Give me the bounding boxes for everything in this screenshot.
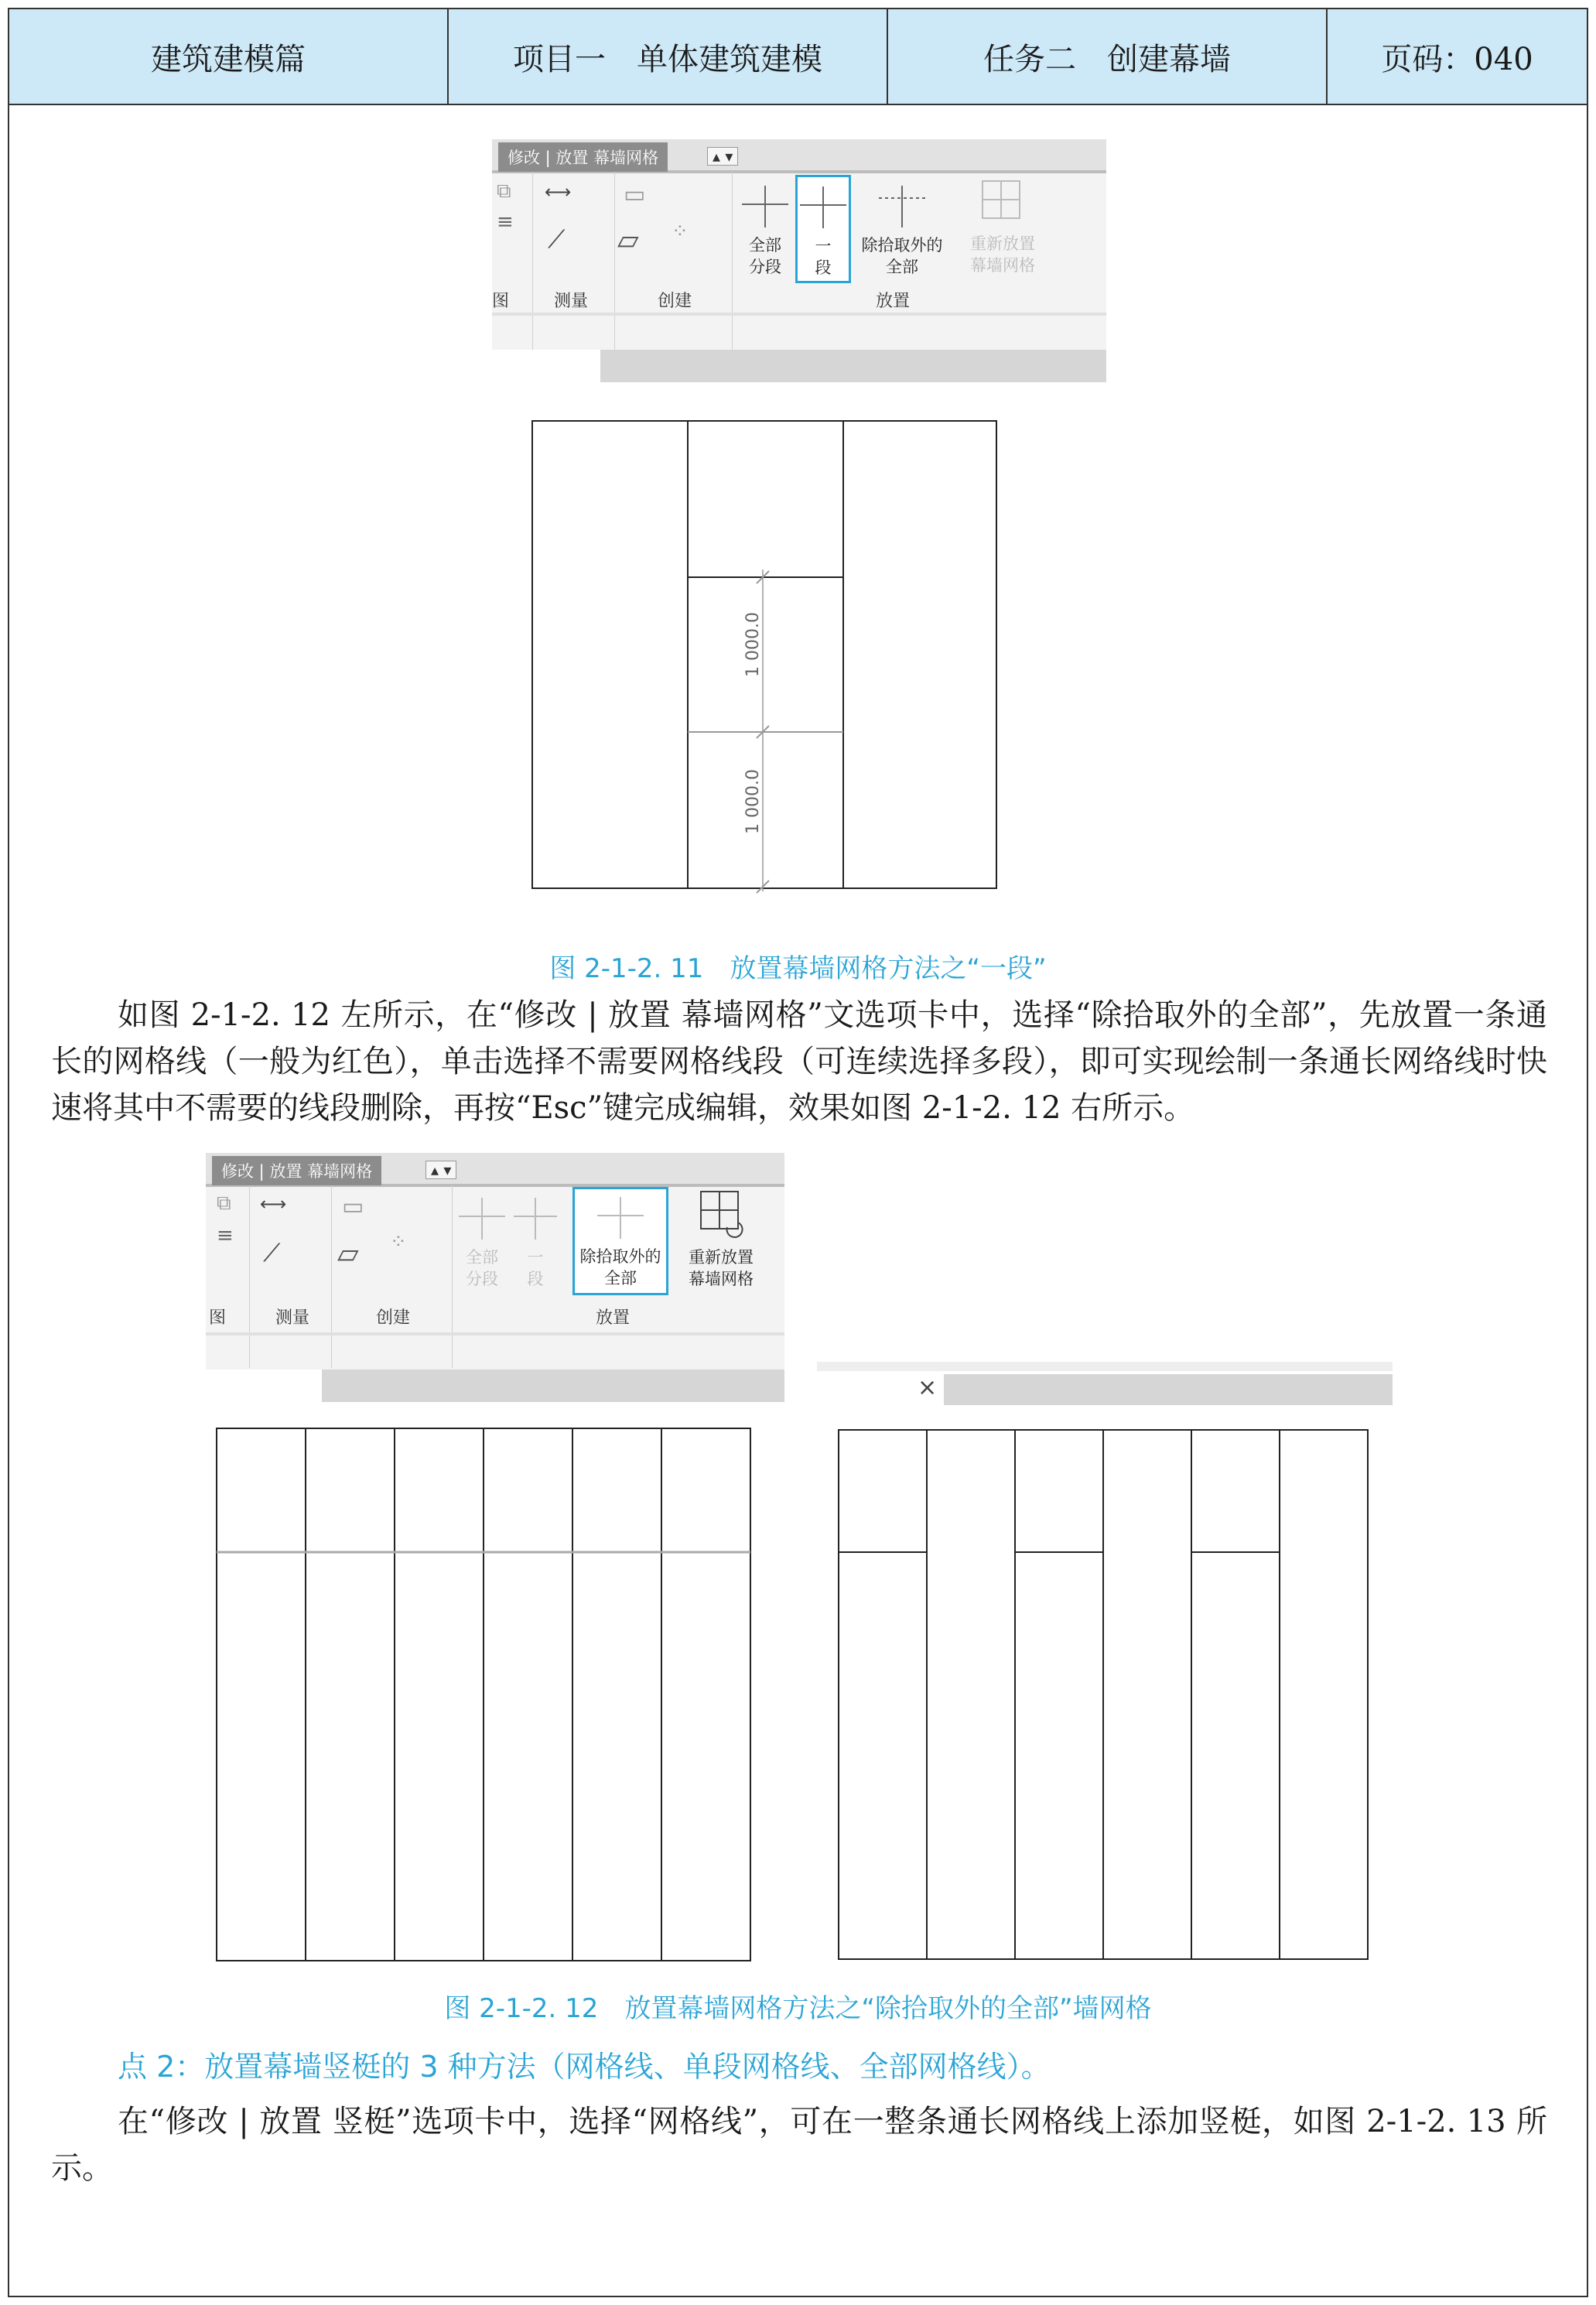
all-segments-tool[interactable]	[738, 183, 792, 278]
create-group-icon[interactable]: ▱	[337, 1238, 359, 1270]
ribbon-bottom-border	[492, 313, 1106, 316]
panel-separator	[532, 172, 533, 350]
view-tab-blank	[492, 350, 600, 382]
figure-caption-1: 图 2-1-2. 11 放置幕墙网格方法之“一段”	[549, 953, 1047, 984]
body-paragraph-2: 在“修改 | 放置 竖梃”选项卡中，选择“网格线”，可在一整条通长网格线上添加竖梃，如图 2-1-2. 13 所示。	[51, 2104, 1547, 2186]
all-except-picked-icon	[879, 183, 925, 229]
panel-label-measure: 测量	[275, 1308, 310, 1328]
view-tool2-icon[interactable]: ≡	[217, 1224, 234, 1247]
curtain-wall-figure-2-left	[209, 1424, 758, 1965]
ribbon-top-strip	[817, 1362, 1393, 1371]
section-point-2: 点 2：放置幕墙竖梃的 3 种方法（网格线、单段网格线、全部网格线）。	[118, 2050, 1051, 2084]
grid-line-icon	[742, 183, 788, 229]
all-except-picked-tool[interactable]	[572, 1187, 668, 1295]
regrid-icon	[696, 1188, 746, 1241]
header-task: 任务二 创建幕墙	[888, 9, 1328, 104]
panel-label-create: 创建	[376, 1308, 411, 1328]
measure-angle-icon[interactable]: ⟋	[548, 224, 566, 254]
regrid-tool[interactable]	[675, 1188, 767, 1290]
panel-separator	[452, 1185, 453, 1368]
one-segment-label: 一段	[527, 1248, 544, 1288]
panel-label-place: 放置	[876, 292, 911, 311]
regrid-tool[interactable]	[956, 178, 1049, 276]
minimize-ribbon-button[interactable]: ▴ ▾	[707, 147, 738, 166]
ribbon-tab-row	[206, 1153, 784, 1187]
panel-separator	[614, 172, 615, 350]
panel-separator	[249, 1185, 250, 1368]
one-segment-tool[interactable]	[512, 1195, 559, 1290]
regrid-label: 重新放置幕墙网格	[970, 234, 1035, 275]
measure-angle-icon[interactable]: ⟋	[263, 1238, 281, 1267]
view-tool-icon[interactable]: ⧉	[217, 1192, 231, 1215]
create-assembly-icon[interactable]: ⁘	[672, 220, 689, 243]
view-tool2-icon[interactable]: ≡	[497, 210, 514, 234]
one-segment-icon	[514, 1195, 557, 1241]
panel-label-create: 创建	[658, 292, 692, 311]
body-paragraph-1: 如图 2-1-2. 12 左所示，在“修改 | 放置 幕墙网格”文选项卡中，选择“除拾取外的全部”，先放置一条通长的网格线（一般为红色），单击选择不需要网格线段（可连续选择多段），即可实现绘制一条通长网络线时快速将其中不需要的线段删除，再按“Esc”键完成编辑，效果如图 2-1-2. 12 右所示。	[51, 997, 1547, 1126]
aligned-dimension-icon[interactable]: ⟷	[545, 181, 572, 203]
ribbon-tab-row	[492, 139, 1106, 173]
panel-label-view: 图	[492, 292, 510, 311]
minimize-ribbon-button[interactable]: ▴ ▾	[425, 1161, 456, 1179]
view-tab-strip	[322, 1370, 784, 1402]
header-page: 页码：040	[1381, 41, 1533, 77]
one-segment-icon	[800, 183, 846, 230]
panel-label-place: 放置	[596, 1308, 631, 1328]
one-segment-tool[interactable]	[795, 175, 851, 283]
figure-caption-2: 图 2-1-2. 12 放置幕墙网格方法之“除拾取外的全部”墙网格	[444, 1993, 1152, 2024]
header-project: 项目一 单体建筑建模	[449, 9, 888, 104]
panel-separator	[331, 1185, 332, 1368]
aligned-dimension-icon[interactable]: ⟷	[260, 1193, 287, 1215]
all-except-picked-icon	[597, 1194, 644, 1240]
create-group-icon[interactable]: ▱	[617, 224, 639, 256]
ribbon-screenshot-1	[492, 139, 1106, 382]
view-tab-strip	[944, 1374, 1393, 1405]
create-part-icon[interactable]: ▭	[624, 181, 646, 208]
create-assembly-icon[interactable]: ⁘	[390, 1230, 407, 1253]
header-book: 建筑建模篇	[9, 9, 449, 104]
context-tab[interactable]: 修改 | 放置 幕墙网格	[212, 1156, 381, 1185]
create-part-icon[interactable]: ▭	[342, 1193, 364, 1220]
one-segment-label: 一段	[815, 237, 832, 277]
curtain-wall-figure-2-right	[834, 1424, 1376, 1965]
all-except-picked-label: 除拾取外的全部	[579, 1247, 661, 1288]
page-header	[8, 8, 1588, 105]
dimension-text: 1 000.0	[743, 769, 763, 834]
all-segments-label: 全部分段	[749, 236, 781, 276]
all-segments-label: 全部分段	[466, 1248, 498, 1288]
dimension-text: 1 000.0	[743, 612, 763, 677]
grid-line-icon	[459, 1195, 505, 1241]
all-except-picked-label: 除拾取外的全部	[861, 236, 943, 276]
view-tab-blank	[206, 1370, 322, 1402]
all-segments-tool[interactable]	[455, 1195, 509, 1290]
wall-outline	[532, 421, 996, 888]
panel-label-measure: 测量	[554, 292, 589, 311]
view-tool-icon[interactable]: ⧉	[497, 180, 511, 203]
regrid-icon	[979, 178, 1026, 227]
panel-label-view: 图	[209, 1308, 227, 1328]
panel-separator	[732, 172, 733, 350]
ribbon-screenshot-2	[206, 1153, 784, 1402]
view-tab-strip	[600, 350, 1106, 382]
regrid-label: 重新放置幕墙网格	[689, 1248, 754, 1288]
context-tab[interactable]: 修改 | 放置 幕墙网格	[498, 142, 668, 172]
ribbon-screenshot-3	[817, 1362, 1393, 1405]
ribbon-bottom-border	[206, 1332, 784, 1335]
all-except-picked-tool[interactable]	[856, 183, 948, 278]
curtain-wall-figure-1	[526, 418, 1006, 898]
close-view-icon[interactable]: ×	[918, 1374, 938, 1401]
